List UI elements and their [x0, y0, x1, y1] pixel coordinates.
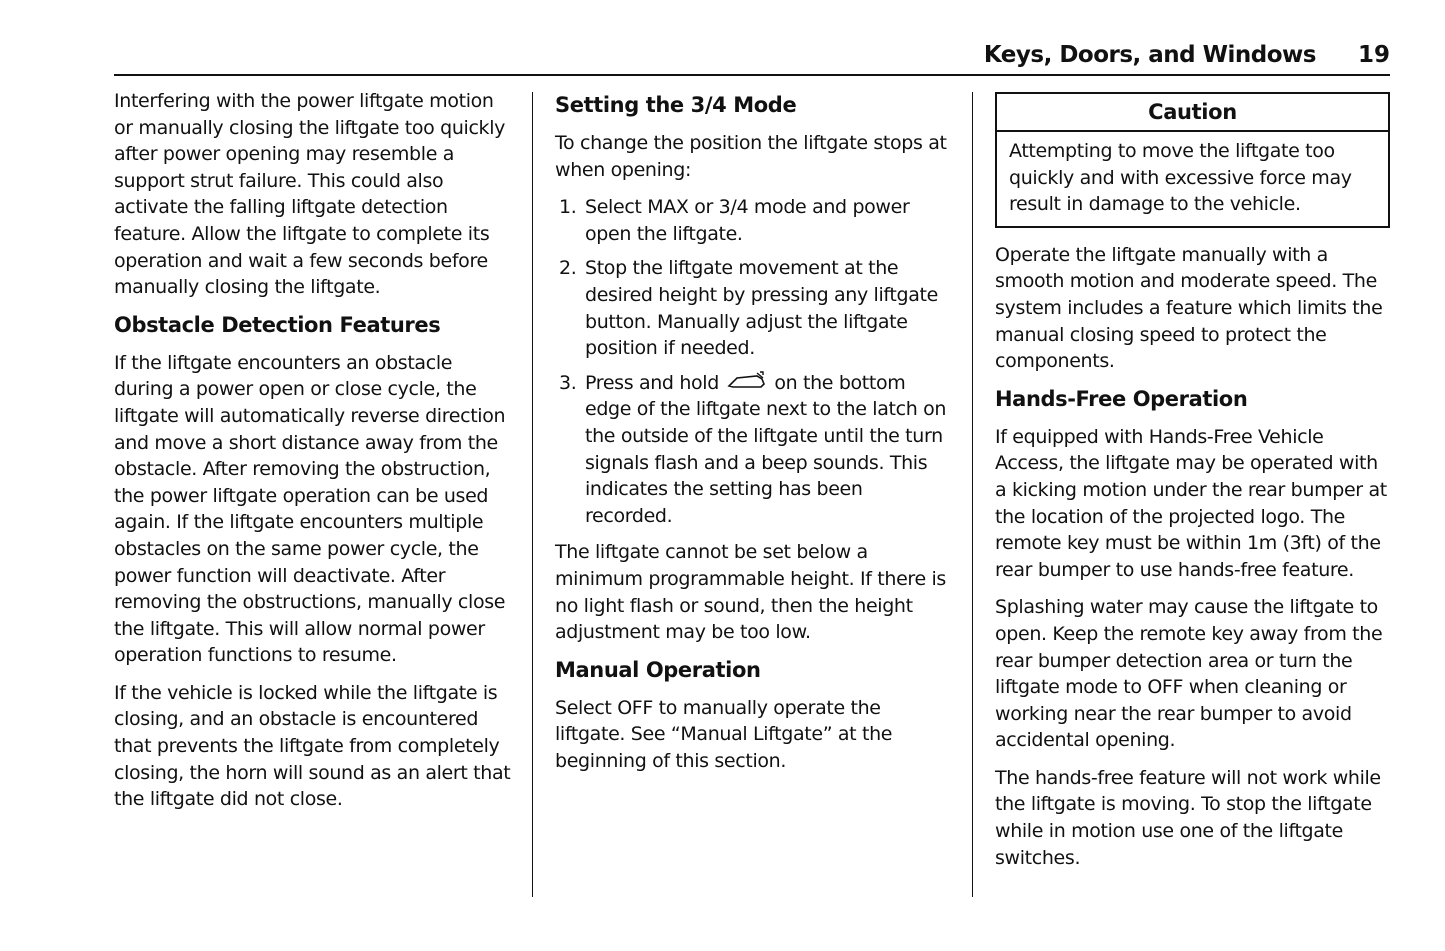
- paragraph: If the vehicle is locked while the liftgate is closing, and an obstacle is encountered that prevents the liftgate from completely closing, the horn will sound as an alert that the liftgate did not close.: [114, 681, 511, 811]
- column-divider: [532, 92, 533, 897]
- column-divider: [972, 92, 973, 897]
- paragraph: The liftgate cannot be set below a minimum programmable height. If there is no light flash or sound, then the height adjustment may be too low.: [555, 541, 946, 644]
- page-number: 19: [1357, 42, 1390, 68]
- paragraph: Interfering with the power liftgate motion or manually closing the liftgate too quickly after power opening may resemble a support strut failure. This could also activate the falling liftgate detection feature. Allow the liftgate to complete its operation and wait a few seconds before manually closing the liftgate.: [114, 90, 506, 299]
- paragraph: To change the position the liftgate stops at when opening:: [555, 132, 947, 181]
- list-item: [555, 194, 953, 247]
- step-text: Select MAX or 3/4 mode and power open the liftgate.: [585, 196, 910, 245]
- caution-text: Attempting to move the liftgate too quickly and with excessive force may result in damage to the vehicle.: [1009, 140, 1352, 216]
- paragraph: If equipped with Hands-Free Vehicle Access, the liftgate may be operated with a kicking motion under the rear bumper at the location of the projected logo. The remote key must be within 1m (3ft) of the rear bumper to use hands-free feature.: [995, 425, 1387, 581]
- step-number: 3.: [559, 371, 577, 394]
- paragraph: Splashing water may cause the liftgate to open. Keep the remote key away from the rear bumper detection area or turn the liftgate mode to OFF when cleaning or working near the rear bumper to avoid accidental opening.: [995, 596, 1383, 752]
- step-number: 1.: [559, 196, 577, 219]
- liftgate-icon: [727, 371, 767, 391]
- heading-obstacle-detection: Obstacle Detection Features: [114, 312, 441, 337]
- step-text-before: Press and hold: [585, 371, 719, 394]
- caution-title: Caution: [997, 94, 1388, 132]
- caution-box: [995, 92, 1390, 228]
- column-right: [995, 88, 1390, 882]
- paragraph: Select OFF to manually operate the liftgate. See “Manual Liftgate” at the beginning of this section.: [555, 696, 893, 772]
- paragraph: If the liftgate encounters an obstacle during a power open or close cycle, the liftgate will automatically reverse direction and move a short distance away from the obstacle. After removing the obstruction, the power liftgate operation can be used again. If the liftgate encounters multiple obstacles on the same power cycle, the power function will deactivate. After removing the obstructions, manually close the liftgate. This will allow normal power operation functions to resume.: [114, 351, 506, 667]
- page-header: [114, 38, 1390, 76]
- paragraph: Operate the liftgate manually with a smooth motion and moderate speed. The system includes a feature which limits the manual closing speed to protect the components.: [995, 243, 1383, 373]
- section-title: Keys, Doors, and Windows: [983, 42, 1316, 68]
- paragraph: The hands-free feature will not work while the liftgate is moving. To stop the liftgate while in motion use one of the liftgate switches.: [995, 766, 1381, 869]
- step-text-after: on the bottom edge of the liftgate next to the latch on the outside of the liftgate until the turn signals flash and a beep sounds. This indicates the setting has been recorded.: [585, 371, 947, 527]
- step-number: 2.: [559, 257, 577, 280]
- steps-list: [555, 194, 953, 529]
- heading-hands-free: Hands-Free Operation: [995, 386, 1248, 411]
- list-item: [555, 370, 953, 530]
- list-item: [555, 255, 953, 361]
- step-text: Stop the liftgate movement at the desired height by pressing any liftgate button. Manually adjust the liftgate position if needed.: [585, 257, 938, 360]
- column-middle: [555, 88, 953, 785]
- column-left: [114, 88, 514, 824]
- heading-3-4-mode: Setting the 3/4 Mode: [555, 93, 797, 117]
- heading-manual-operation: Manual Operation: [555, 657, 761, 682]
